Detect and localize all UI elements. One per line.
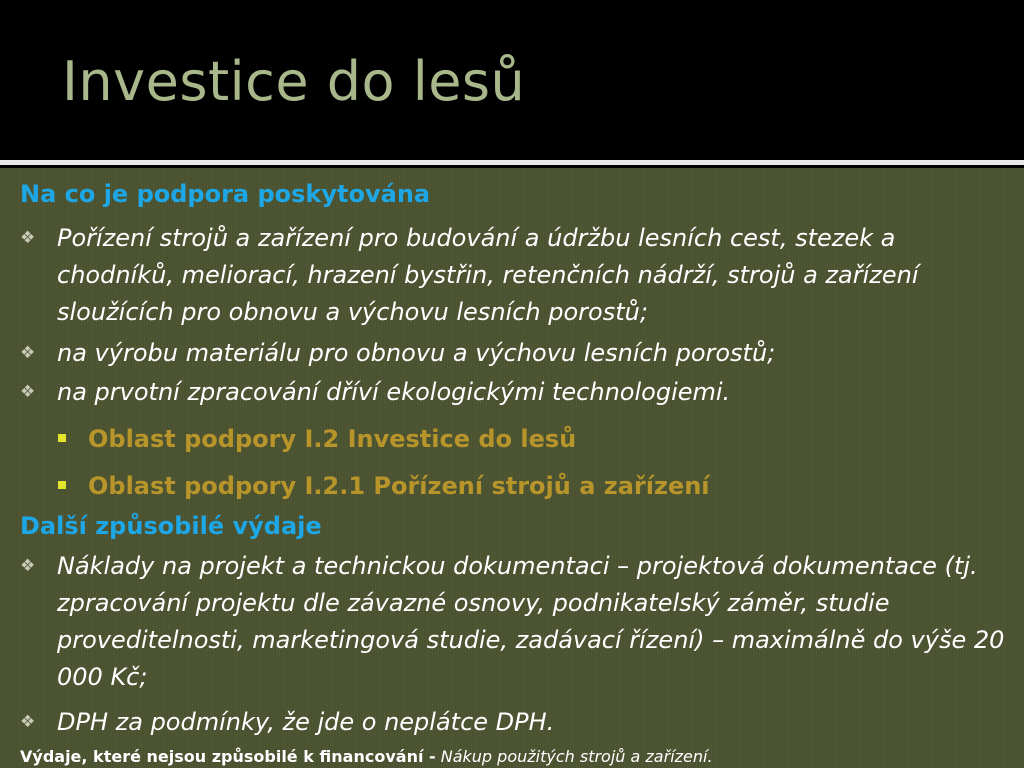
list-item — [20, 374, 1010, 411]
sub-item-text: Oblast podpory I.2.1 Pořízení strojů a zařízení — [88, 472, 710, 500]
diamond-bullet-icon: ❖ — [20, 382, 36, 402]
square-bullet-icon — [58, 481, 66, 489]
footer-text: Nákup použitých strojů a zařízení. — [440, 747, 713, 766]
title-bar — [0, 0, 1024, 158]
sub-item-text: Oblast podpory I.2 Investice do lesů — [88, 425, 577, 453]
square-bullet-icon — [58, 434, 66, 442]
list-item-text: na výrobu materiálu pro obnovu a výchovu lesních porostů; — [57, 339, 776, 367]
heading-other-eligible-costs: Další způsobilé výdaje — [20, 512, 322, 540]
heading-support-provided: Na co je podpora poskytována — [20, 180, 431, 208]
list-item — [20, 548, 1010, 696]
list-item-text: na prvotní zpracování dříví ekologickými technologiemi. — [57, 378, 731, 406]
list-item-text: Náklady na projekt a technickou dokumentaci – projektová dokumentace (tj. zpracování projektu dle závazné osnovy, podnikatelský záměr, studie proveditelnosti, marketingová studie, zadávací řízení) – maximálně do výše 20 000 Kč; — [57, 552, 1005, 691]
list-item-text: Pořízení strojů a zařízení pro budování a údržbu lesních cest, stezek a chodníků, meliorací, hrazení bystřin, retenčních nádrží, strojů a zařízení sloužících pro obnovu a výchovu lesních porostů; — [57, 224, 919, 326]
list-item — [20, 704, 1010, 741]
list-item — [20, 335, 1010, 372]
diamond-bullet-icon: ❖ — [20, 343, 36, 363]
slide-title: Investice do lesů — [62, 50, 526, 113]
diamond-bullet-icon: ❖ — [20, 556, 36, 576]
diamond-bullet-icon: ❖ — [20, 228, 36, 248]
slide-content — [0, 168, 1024, 768]
list-item — [20, 220, 1010, 331]
sub-item — [58, 472, 710, 500]
diamond-bullet-icon: ❖ — [20, 712, 36, 732]
footer-label: Výdaje, které nejsou způsobilé k financování - — [20, 747, 436, 766]
footer-note — [20, 747, 713, 766]
list-item-text: DPH za podmínky, že jde o neplátce DPH. — [57, 708, 555, 736]
sub-item — [58, 425, 576, 453]
title-divider — [0, 160, 1024, 165]
